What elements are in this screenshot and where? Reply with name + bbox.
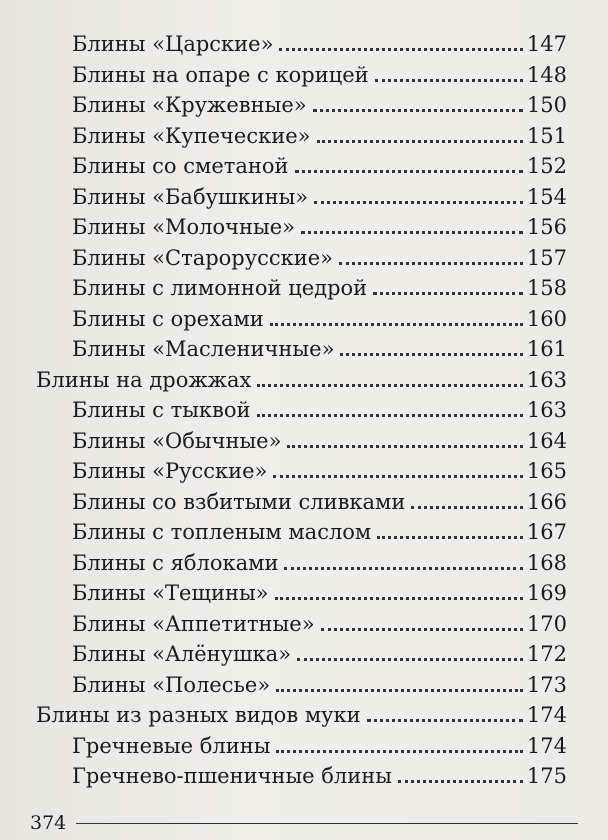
entry-page-number: 150 bbox=[526, 93, 567, 117]
dot-leader bbox=[313, 109, 523, 112]
toc-entry bbox=[72, 758, 567, 788]
toc-entry bbox=[72, 453, 567, 483]
dot-leader bbox=[375, 79, 523, 82]
dot-leader bbox=[373, 292, 523, 295]
entry-title: Блины со взбитыми сливками bbox=[72, 489, 406, 514]
entry-title: Блины «Купеческие» bbox=[72, 123, 311, 148]
toc-entry bbox=[72, 57, 567, 87]
toc-entry bbox=[72, 423, 567, 453]
entry-page-number: 166 bbox=[526, 489, 567, 514]
toc-entry bbox=[72, 148, 567, 178]
toc-entry bbox=[72, 331, 567, 361]
page-footer bbox=[30, 810, 578, 836]
entry-page-number: 147 bbox=[526, 32, 567, 56]
entry-page-number: 163 bbox=[526, 398, 567, 422]
entry-page-number: 172 bbox=[526, 642, 567, 666]
entry-page-number: 160 bbox=[526, 306, 567, 331]
dot-leader bbox=[321, 628, 523, 631]
page-number: 374 bbox=[30, 812, 67, 834]
toc-entry bbox=[72, 606, 567, 636]
toc-entry bbox=[72, 240, 567, 270]
entry-title: Блины с тыквой bbox=[72, 398, 251, 422]
dot-leader bbox=[314, 201, 523, 204]
toc-entry bbox=[72, 484, 567, 514]
toc-entry bbox=[72, 667, 567, 697]
entry-page-number: 167 bbox=[526, 520, 567, 544]
entry-title: Блины из разных видов муки bbox=[36, 703, 361, 727]
entry-page-number: 164 bbox=[526, 428, 567, 453]
entry-page-number: 151 bbox=[526, 123, 567, 148]
dot-leader bbox=[257, 384, 523, 387]
dot-leader bbox=[301, 231, 523, 234]
toc-entry bbox=[72, 301, 567, 331]
dot-leader bbox=[367, 719, 523, 722]
dot-leader bbox=[377, 536, 523, 539]
toc-entry bbox=[72, 575, 567, 605]
dot-leader bbox=[398, 780, 523, 783]
dot-leader bbox=[275, 597, 523, 600]
dot-leader bbox=[297, 658, 523, 661]
toc-entry bbox=[72, 270, 567, 300]
entry-page-number: 169 bbox=[526, 581, 567, 605]
entry-title: Блины «Тещины» bbox=[72, 581, 269, 605]
entry-page-number: 163 bbox=[526, 367, 567, 392]
entry-title: Гречнево-пшеничные блины bbox=[72, 764, 392, 788]
dot-leader bbox=[340, 353, 522, 356]
entry-title: Блины «Царские» bbox=[72, 32, 274, 56]
dot-leader bbox=[339, 262, 523, 265]
dot-leader bbox=[317, 140, 523, 143]
toc-entry bbox=[72, 118, 567, 148]
entry-page-number: 148 bbox=[526, 62, 567, 87]
dot-leader bbox=[257, 414, 523, 417]
entry-title: Гречневые блины bbox=[72, 733, 271, 758]
entry-page-number: 156 bbox=[526, 215, 567, 239]
toc-section-entry bbox=[36, 697, 567, 727]
toc-entry bbox=[72, 545, 567, 575]
entry-title: Блины с топленым маслом bbox=[72, 520, 372, 544]
entry-page-number: 161 bbox=[526, 337, 567, 361]
entry-title: Блины на дрожжах bbox=[36, 367, 252, 392]
entry-page-number: 168 bbox=[526, 550, 567, 575]
toc-entry bbox=[72, 514, 567, 544]
dot-leader bbox=[287, 445, 522, 448]
entry-title: Блины «Молочные» bbox=[72, 215, 296, 239]
dot-leader bbox=[295, 170, 523, 173]
toc-entry bbox=[72, 26, 567, 56]
dot-leader bbox=[279, 48, 522, 51]
entry-page-number: 158 bbox=[526, 276, 567, 300]
entry-title: Блины «Масленичные» bbox=[72, 337, 335, 361]
entry-title: Блины «Аппетитные» bbox=[72, 611, 315, 636]
toc-entry bbox=[72, 392, 567, 422]
entry-page-number: 170 bbox=[526, 611, 567, 636]
entry-title: Блины «Обычные» bbox=[72, 428, 282, 453]
entry-title: Блины со сметаной bbox=[72, 154, 289, 178]
entry-title: Блины с яблоками bbox=[72, 550, 279, 575]
dot-leader bbox=[276, 750, 522, 753]
entry-page-number: 165 bbox=[526, 459, 567, 483]
toc-entry bbox=[72, 636, 567, 666]
toc-entry bbox=[72, 209, 567, 239]
dot-leader bbox=[273, 475, 522, 478]
entry-title: Блины «Кружевные» bbox=[72, 93, 307, 117]
entry-title: Блины «Полесье» bbox=[72, 672, 271, 697]
dot-leader bbox=[411, 506, 523, 509]
entry-title: Блины с орехами bbox=[72, 306, 264, 331]
entry-title: Блины на опаре с корицей bbox=[72, 62, 369, 87]
dot-leader bbox=[284, 567, 522, 570]
toc-section-entry bbox=[36, 362, 567, 392]
entry-page-number: 152 bbox=[526, 154, 567, 178]
toc-entry bbox=[72, 179, 567, 209]
entry-page-number: 174 bbox=[526, 733, 567, 758]
entry-page-number: 173 bbox=[526, 672, 567, 697]
dot-leader bbox=[276, 689, 523, 692]
toc-entry bbox=[72, 87, 567, 117]
entry-title: Блины с лимонной цедрой bbox=[72, 276, 368, 300]
entry-page-number: 154 bbox=[526, 184, 567, 209]
dot-leader bbox=[270, 323, 523, 326]
entry-page-number: 174 bbox=[526, 703, 567, 727]
footer-rule bbox=[76, 823, 578, 824]
entry-title: Блины «Старорусские» bbox=[72, 245, 334, 270]
entry-title: Блины «Бабушкины» bbox=[72, 184, 309, 209]
toc-entry bbox=[72, 728, 567, 758]
entry-page-number: 175 bbox=[526, 764, 567, 788]
entry-title: Блины «Алёнушка» bbox=[72, 642, 292, 666]
entry-page-number: 157 bbox=[526, 245, 567, 270]
entry-title: Блины «Русские» bbox=[72, 459, 268, 483]
